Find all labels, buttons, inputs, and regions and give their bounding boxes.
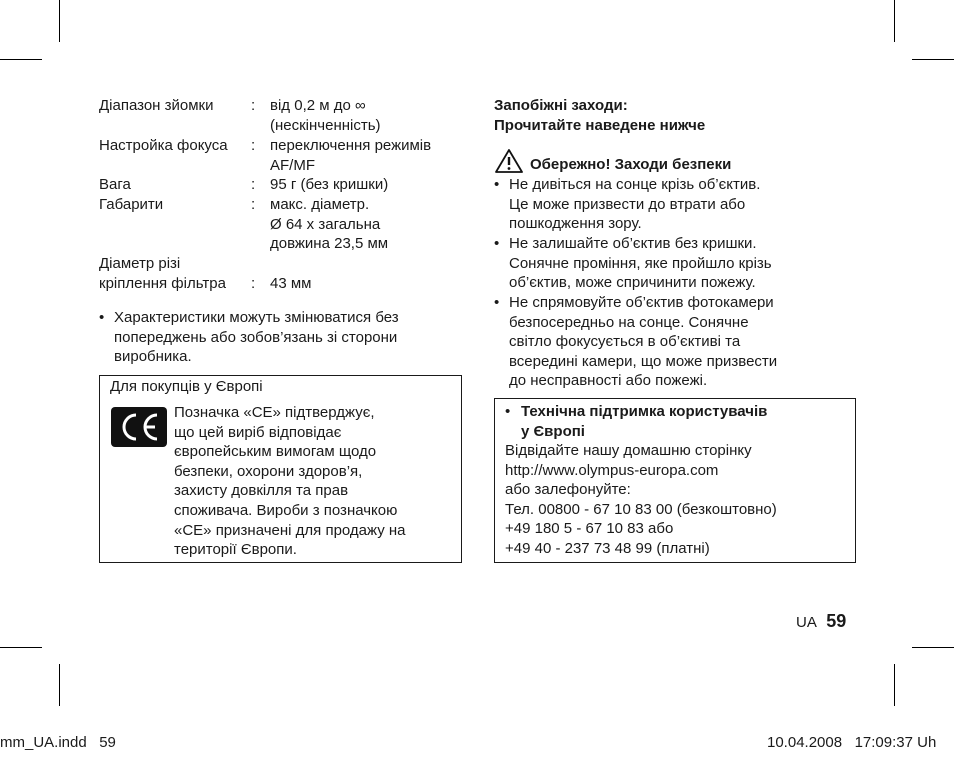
spec-value	[270, 274, 470, 294]
support-line: Відвідайте нашу домашню сторінку	[505, 442, 752, 459]
precaution-line: Не спрямовуйте об’єктив фотокамери	[509, 294, 774, 311]
support-phone: +49 180 5 - 67 10 83 або	[505, 520, 674, 538]
specs-note	[99, 308, 459, 368]
spec-value	[270, 136, 470, 175]
spec-label: Вага	[99, 176, 131, 193]
crop-mark	[912, 647, 954, 648]
support-url: http://www.olympus-europa.com	[505, 461, 719, 479]
spec-value-line: переключення режимів	[270, 137, 432, 154]
spec-row-range	[99, 96, 469, 136]
spec-row-focus	[99, 136, 469, 176]
precaution-line: Це може призвести до втрати або	[509, 195, 746, 213]
precaution-line: до несправності або пожежі.	[509, 372, 708, 390]
ce-text-line: споживача. Вироби з позначкою	[174, 501, 398, 519]
spec-value	[270, 96, 470, 135]
spec-label: Настройка фокуса	[99, 137, 228, 154]
support-title-line: Технічна підтримка користувачів	[521, 403, 768, 420]
spec-value-line: довжина 23,5 мм	[270, 235, 389, 253]
crop-mark	[59, 664, 60, 706]
note-text	[114, 308, 399, 367]
precaution-line: об’єктив, може спричинити пожежу.	[509, 274, 756, 292]
spec-colon: :	[251, 137, 256, 154]
crop-mark	[894, 664, 895, 706]
bullet-dot: •	[494, 235, 500, 252]
spec-label-line: Діаметр різі	[99, 255, 181, 272]
bullet-dot: •	[505, 403, 511, 420]
crop-mark	[894, 0, 895, 42]
spec-value-line: AF/MF	[270, 156, 315, 174]
ce-description	[174, 403, 459, 560]
precaution-line: Не дивіться на сонце крізь об’єктив.	[509, 176, 761, 193]
page-footer-label	[796, 612, 846, 633]
spec-row-dimensions	[99, 195, 469, 255]
spec-colon: :	[251, 274, 256, 292]
spec-value-line: 95 г (без кришки)	[270, 176, 389, 193]
spec-colon: :	[251, 196, 256, 213]
spec-row-filter	[99, 254, 469, 294]
bullet-dot: •	[494, 176, 500, 193]
ce-text-line: що цей виріб відповідає	[174, 423, 342, 441]
support-title	[521, 402, 767, 441]
support-contacts	[505, 441, 851, 559]
spec-value-line: від 0,2 м до ∞	[270, 97, 366, 114]
support-title-line: у Європі	[521, 422, 585, 440]
crop-mark	[59, 0, 60, 42]
spec-value	[270, 175, 470, 195]
note-line: Характеристики можуть змінюватися без	[114, 309, 399, 326]
precaution-line: світло фокусується в об’єктиві та	[509, 333, 741, 351]
precaution-text	[509, 234, 772, 293]
note-line: попереджень або зобов’язань зі сторони	[114, 328, 398, 346]
support-phone: +49 40 - 237 73 48 99 (платні)	[505, 539, 710, 557]
spec-value	[270, 195, 470, 254]
ce-text-line: Позначка «CE» підтверджує,	[174, 404, 375, 421]
precaution-line: всередині камери, що може призвести	[509, 352, 778, 370]
ce-text-line: території Європи.	[174, 541, 297, 559]
spec-label	[99, 254, 249, 293]
note-line: виробника.	[114, 348, 192, 366]
europe-ce-box	[99, 375, 462, 563]
spec-row-weight	[99, 175, 469, 195]
precaution-line: безпосередньо на сонце. Сонячне	[509, 313, 749, 331]
spec-value-line: Ø 64 х загальна	[270, 215, 381, 233]
precaution-line: Не залишайте об’єктив без кришки.	[509, 235, 757, 252]
spec-label-line: кріплення фільтра	[99, 274, 226, 292]
precaution-item	[494, 175, 854, 235]
precaution-line: Сонячне проміння, яке пройшло крізь	[509, 254, 772, 272]
spec-value-line: 43 мм	[270, 274, 312, 292]
spec-value-line: (нескінченність)	[270, 116, 381, 134]
support-phone: Тел. 00800 - 67 10 83 00 (безкоштовно)	[505, 500, 777, 518]
slug-file: mm_UA.indd 59	[0, 734, 116, 751]
spec-label: Діапазон зйомки	[99, 97, 214, 114]
europe-box-title: Для покупців у Європі	[110, 378, 263, 395]
ce-text-line: «CE» призначені для продажу на	[174, 521, 406, 539]
precautions-heading-line: Прочитайте наведене нижче	[494, 116, 706, 134]
precautions-heading	[494, 96, 854, 135]
precaution-line: пошкодження зору.	[509, 215, 642, 233]
precaution-item	[494, 234, 854, 294]
spec-value-line: макс. діаметр.	[270, 196, 370, 213]
spec-colon: :	[251, 97, 256, 114]
ce-text-line: безпеки, охорони здоров’я,	[174, 462, 363, 480]
page-language: UA	[796, 614, 817, 631]
slug-timestamp: 10.04.2008 17:09:37 Uh	[767, 734, 937, 751]
crop-mark	[0, 59, 42, 60]
precaution-text	[509, 293, 777, 391]
support-line: або залефонуйте:	[505, 481, 631, 499]
ce-text-line: європейським вимогам щодо	[174, 443, 377, 461]
crop-mark	[0, 647, 42, 648]
warning-title: Обережно! Заходи безпеки	[530, 156, 732, 173]
page-number: 59	[826, 611, 847, 631]
ce-text-line: захисту довкілля та прав	[174, 482, 349, 500]
ce-mark-icon	[111, 407, 167, 447]
precaution-item	[494, 293, 854, 393]
crop-mark	[912, 59, 954, 60]
warning-header	[494, 148, 854, 176]
spec-label: Габарити	[99, 196, 164, 213]
spec-colon: :	[251, 176, 256, 193]
ce-mark-svg	[117, 412, 161, 442]
bullet-dot: •	[99, 309, 105, 326]
precaution-text	[509, 175, 760, 234]
precautions-heading-line: Запобіжні заходи:	[494, 97, 628, 114]
bullet-dot: •	[494, 294, 500, 311]
support-box	[494, 398, 856, 563]
